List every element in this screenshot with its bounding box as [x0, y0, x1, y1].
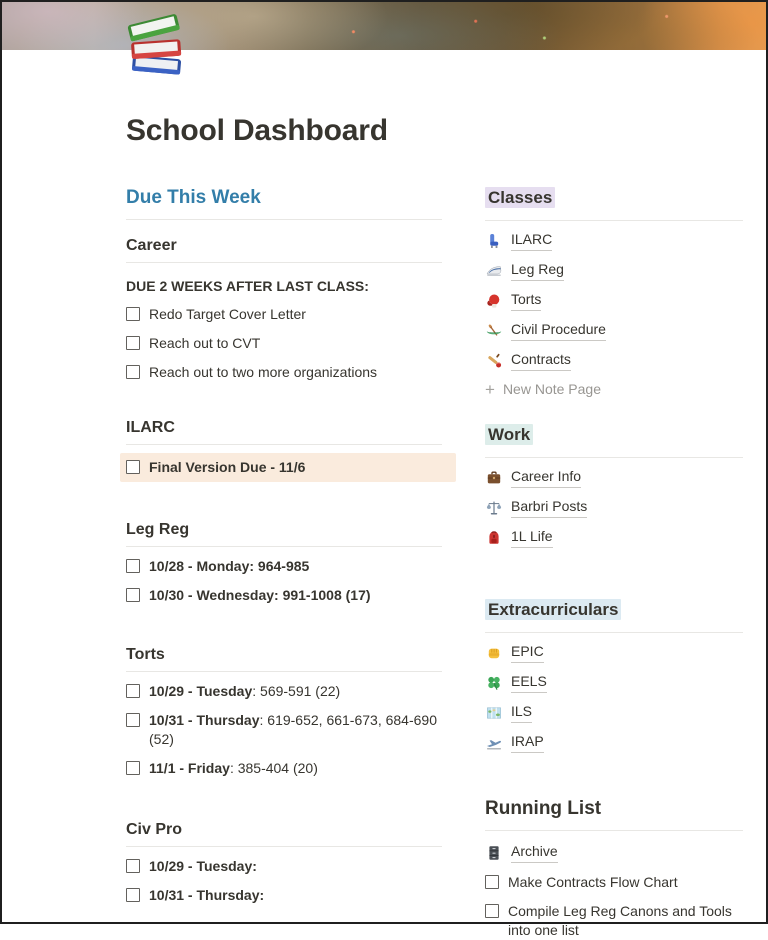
todo-row-highlighted [120, 453, 456, 482]
todo-label: 10/31 - Thursday: 619-652, 661-673, 684-690 (52) [149, 712, 437, 747]
classes-heading: Classes [485, 186, 743, 221]
checkbox[interactable] [126, 713, 140, 727]
todo-label: 10/30 - Wednesday: 991-1008 (17) [149, 587, 371, 603]
link-label[interactable]: EELS [511, 672, 547, 693]
link-label[interactable]: Barbri Posts [511, 497, 587, 518]
new-note-page-button[interactable] [485, 380, 743, 399]
torts-heading: Torts [126, 645, 442, 672]
link-row-torts[interactable] [485, 290, 743, 311]
todo-row [126, 363, 442, 382]
books-icon[interactable] [120, 10, 194, 84]
link-label[interactable]: Contracts [511, 350, 571, 371]
checkbox[interactable] [126, 859, 140, 873]
checkbox[interactable] [126, 761, 140, 775]
todo-label: Make Contracts Flow Chart [508, 874, 678, 890]
briefcase-icon [485, 469, 502, 486]
todo-row [485, 873, 743, 892]
cover-banner-image [2, 2, 766, 50]
link-row-leg-reg[interactable] [485, 260, 743, 281]
link-label[interactable]: ILS [511, 702, 532, 723]
link-row-archive[interactable] [485, 842, 743, 863]
balance-scale-icon [485, 499, 502, 516]
airplane-departure-icon [485, 734, 502, 751]
world-map-icon [485, 704, 502, 721]
checkbox[interactable] [126, 588, 140, 602]
link-row-epic[interactable] [485, 642, 743, 663]
todo-label: 10/29 - Tuesday: 569-591 (22) [149, 683, 341, 699]
todo-label: Compile Leg Reg Canons and Tools into one list [508, 903, 732, 938]
work-heading: Work [485, 423, 743, 458]
todo-row [126, 857, 442, 876]
civ-pro-heading: Civ Pro [126, 820, 442, 847]
todo-row [126, 759, 442, 778]
todo-row [485, 902, 743, 940]
todo-row [126, 557, 442, 576]
four-leaf-clover-icon [485, 674, 502, 691]
todo-row [126, 334, 442, 353]
new-note-page-label: New Note Page [502, 381, 601, 397]
high-speed-train-icon [485, 262, 502, 279]
todo-row [126, 886, 442, 905]
canoe-icon [485, 322, 502, 339]
running-list-heading: Running List [485, 797, 743, 831]
checkbox[interactable] [485, 904, 499, 918]
todo-row [126, 711, 442, 749]
todo-label: 11/1 - Friday: 385-404 (20) [149, 760, 318, 776]
checkbox[interactable] [126, 888, 140, 902]
links-column [485, 186, 743, 940]
checkbox[interactable] [126, 336, 140, 350]
link-label[interactable]: 1L Life [511, 527, 553, 548]
cricket-bat-icon [485, 352, 502, 369]
link-label[interactable]: ILARC [511, 230, 552, 251]
checkbox[interactable] [485, 875, 499, 889]
link-label[interactable]: Archive [511, 842, 558, 863]
due-this-week-column [126, 186, 442, 905]
todo-label: 10/31 - Thursday: [149, 887, 265, 903]
due-this-week-heading: Due This Week [126, 186, 442, 220]
link-label[interactable]: IRAP [511, 732, 544, 753]
checkbox[interactable] [126, 559, 140, 573]
todo-label: Final Version Due - 11/6 [149, 459, 306, 475]
page-title: School Dashboard [126, 114, 388, 147]
link-row-career-info[interactable] [485, 467, 743, 488]
raised-fist-icon [485, 644, 502, 661]
ilarc-heading: ILARC [126, 418, 442, 445]
todo-row [126, 305, 442, 324]
todo-row [126, 586, 442, 605]
link-row-1l-life[interactable] [485, 527, 743, 548]
leg-reg-heading: Leg Reg [126, 520, 442, 547]
link-label[interactable]: EPIC [511, 642, 544, 663]
backpack-icon [485, 529, 502, 546]
todo-row [126, 682, 442, 701]
todo-label: 10/29 - Tuesday: [149, 858, 257, 874]
link-label[interactable]: Torts [511, 290, 541, 311]
seat-icon [485, 232, 502, 249]
link-label[interactable]: Leg Reg [511, 260, 564, 281]
checkbox[interactable] [126, 684, 140, 698]
career-note: DUE 2 WEEKS AFTER LAST CLASS: [126, 278, 369, 294]
link-row-ils[interactable] [485, 702, 743, 723]
link-row-barbri-posts[interactable] [485, 497, 743, 518]
checkbox[interactable] [126, 365, 140, 379]
boxing-glove-icon [485, 292, 502, 309]
checkbox[interactable] [126, 460, 140, 474]
link-row-ilarc[interactable] [485, 230, 743, 251]
career-heading: Career [126, 236, 442, 263]
link-row-irap[interactable] [485, 732, 743, 753]
link-row-contracts[interactable] [485, 350, 743, 371]
todo-label: Reach out to CVT [149, 335, 261, 351]
link-label[interactable]: Career Info [511, 467, 581, 488]
plus-icon: + [485, 380, 495, 399]
link-row-civil-procedure[interactable] [485, 320, 743, 341]
todo-label: Reach out to two more organizations [149, 364, 378, 380]
extracurriculars-heading: Extracurriculars [485, 598, 743, 633]
link-row-eels[interactable] [485, 672, 743, 693]
link-label[interactable]: Civil Procedure [511, 320, 606, 341]
file-cabinet-icon [485, 844, 502, 861]
todo-label: Redo Target Cover Letter [149, 306, 306, 322]
todo-label: 10/28 - Monday: 964-985 [149, 558, 310, 574]
checkbox[interactable] [126, 307, 140, 321]
